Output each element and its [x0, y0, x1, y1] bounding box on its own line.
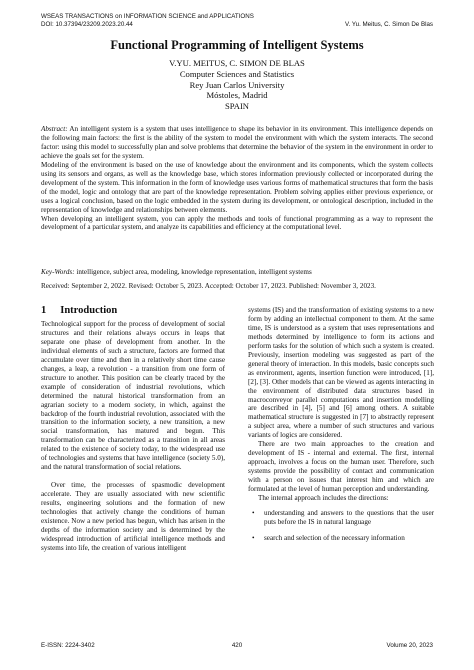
- left-column: [41, 320, 225, 553]
- footer-page-number: 420: [231, 642, 243, 649]
- journal-name: WSEAS TRANSACTIONS on INFORMATION SCIENCE and APPLICATIONS: [41, 13, 254, 20]
- intro-paragraph-1: Technological support for the process of development of social structures and their relations always occurs in leaps that separate one phase of development from another. In the individual elements of such a structure, factors are formed that accumulate over time and then in a relatively short time cause changes, a leap, a revolution - a transition from one form of structure to another. This position can be clearly traced by the example of consideration of industrial revolutions, which determined the natural historical transformation from an agrarian society to a modern society, in which, against the backdrop of the fourth industrial revolution, associated with the transition to the information society, a new transition, a new social transformation, has matured and begun. This transformation can be characterized as a transition in all areas related to the existence of society today, to the widespread use of technologies and systems that have intelligence (society 5.0), and the natural transformation of social relations.: [41, 320, 225, 472]
- intro-paragraph-2: Over time, the processes of spasmodic development accelerate. They are usually associated with new scientific results, engineering solutions and the formation of new technologies that actively change the conditions of human existence. Now a new period has begun, which has arisen in the depths of the information society and is determined by the widespread introduction of artificial intelligence methods and systems into life, the creation of various intelligent: [41, 481, 225, 552]
- right-column: [248, 306, 434, 550]
- section-number: 1: [41, 305, 47, 316]
- author-city: Móstoles, Madrid: [206, 90, 268, 101]
- list-item: [248, 509, 434, 527]
- journal-info: [41, 13, 254, 29]
- author-department: Computer Sciences and Statistics: [179, 68, 295, 79]
- keywords-text: intelligence, subject area, modeling, knowledge representation, intelligent systems: [76, 268, 312, 276]
- keywords-label: Key-Words:: [41, 268, 75, 276]
- list-item-text: search and selection of the necessary information: [264, 533, 405, 542]
- abstract-paragraph-3: When developing an intelligent system, you can apply the methods and tools of functional programming as a way to represent the development of a particular system, and analyze its capabilities and efficiency at the computational level.: [41, 214, 433, 232]
- author-block: [0, 58, 474, 112]
- author-university: Rey Juan Carlos University: [189, 79, 285, 90]
- abstract: [41, 125, 433, 232]
- running-authors: V. Yu. Meitus, C. Simon De Blas: [344, 21, 433, 28]
- abstract-paragraph-1: An intelligent system is a system that uses intelligence to shape its behavior in its environment. This intelligence depends on the following main factors: the first is the ability of the system to model the environment with which the system interacts. The second factor: using this model to successfully plan and solve problems that determine the behavior of the system in the environment in order to achieve the goals set for the system.: [41, 125, 433, 160]
- section-title: Introduction: [60, 305, 118, 316]
- author-names: V.YU. MEITUS, C. SIMON DE BLAS: [169, 58, 305, 68]
- bullet-icon: •: [252, 508, 255, 517]
- list-item: [248, 534, 434, 543]
- section-heading: [41, 305, 117, 316]
- publication-dates: Received: September 2, 2022. Revised: October 5, 2023. Accepted: October 17, 2023. Published: November 3, 2023.: [41, 282, 376, 290]
- list-item-text: understanding and answers to the questions that the user puts before the IS in natural language: [264, 508, 434, 526]
- abstract-paragraph-2: Modeling of the environment is based on the use of knowledge about the environment and its components, which the system collects using its sensors and organs, as well as the knowledge base, which stores information previously collected or incorporated during the development of the system. This information in the form of knowledge uses various forms of mathematical structures that form the basis of the model, logic and ontology that are part of the knowledge representation. Problem solving applies either previous experience, or uses a logical conclusion, based on the logic embedded in the system during its development, or ontological description, included in the representation of knowledge and relationships between elements.: [41, 160, 433, 214]
- intro-paragraph-4: There are two main approaches to the creation and development of IS - internal and external. The first, internal approach, involves a focus on the human user. Therefore, such systems provide the possibility of contact and communication with a person on issues that interest him and which are formulated at the level of human perception and understanding.: [248, 440, 434, 494]
- footer-volume: Volume 20, 2023: [386, 642, 433, 649]
- intro-paragraph-5: The internal approach includes the directions:: [258, 494, 389, 503]
- author-country: SPAIN: [224, 101, 250, 112]
- directions-list: [248, 509, 434, 543]
- bullet-icon: •: [252, 533, 255, 542]
- footer-issn: E-ISSN: 2224-3402: [41, 642, 95, 649]
- intro-paragraph-3: systems (IS) and the transformation of existing systems to a new form by adding an intellectual component to them. At the same time, IS is understood as a system that uses representations and methods determined by intelligence to form its actions and perform tasks for the solution of which such a system is created. Previously, insertion modeling was suggested as part of the general theory of interaction. In this models, basic concepts such as environment, agents, insertion function were introduced, [1], [2], [3]. Other models that can be viewed as agents interacting in the environment of distributed data structures based in macroconveyor parallel computations and insertion modelling are described in [4], [5] and [6] among others. A suitable mathematical structure is suggested in [7] to abstractly represent a subject area, where a number of such structures and various variants of logics are considered.: [248, 306, 434, 440]
- doi[interactable]: DOI: 10.37394/23209.2023.20.44: [41, 21, 133, 28]
- abstract-label: Abstract:: [41, 125, 68, 133]
- keywords: [41, 268, 433, 277]
- paper-title: Functional Programming of Intelligent Systems: [110, 38, 364, 52]
